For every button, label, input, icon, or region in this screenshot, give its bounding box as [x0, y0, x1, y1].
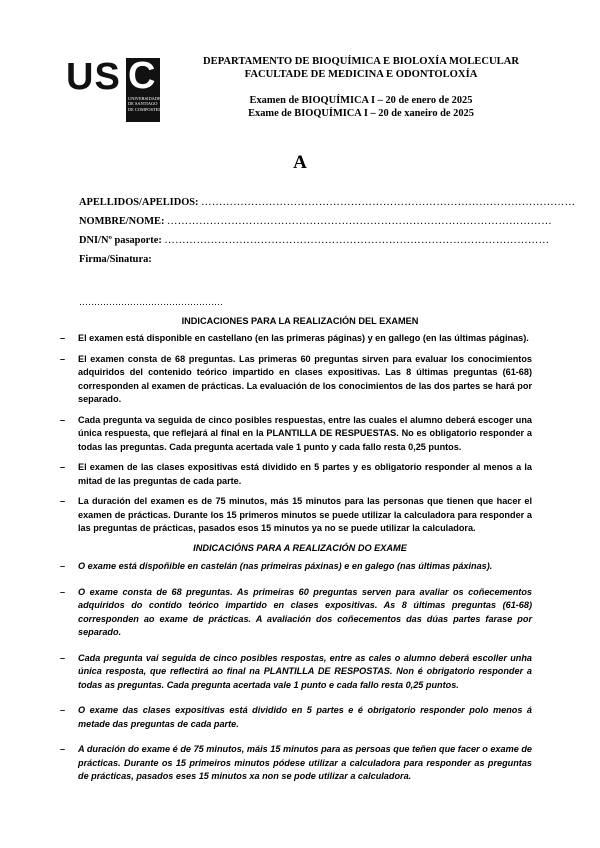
name-field	[79, 215, 552, 228]
instructions-list-gl	[60, 560, 532, 796]
list-item: – El examen está disponible en castellano (en las primeras páginas) y en gallego (en las últimas páginas).	[60, 333, 529, 343]
department-header	[172, 55, 550, 81]
id-field	[79, 234, 549, 247]
signature-field	[79, 253, 152, 266]
logo-letters: US	[66, 56, 121, 98]
list-item: – O exame consta de 68 preguntas. As primeiras 60 preguntas serven para avaliar os coñecementos adquiridos do contido teórico impartido en clases expositivas. As 8 últimas preguntas (61-68) corresponden ao exame de prácticas. A avaliación dos coñecementos das dúas partes farase por separado.	[60, 586, 532, 637]
id-dots: ………………………………………………………………………………………………	[164, 235, 550, 246]
name-label: NOMBRE/NOME:	[79, 216, 165, 227]
exam-title-es: Examen de BIOQUÍMICA I – 20 de enero de 2025	[249, 95, 473, 106]
list-item: – O exame das clases expositivas está dividido en 5 partes e é obrigatorio responder polo menos á metade das preguntas de cada parte.	[60, 705, 532, 729]
list-item: – La duración del examen es de 75 minutos, más 15 minutos para las personas que tienen que hacer el examen de prácticas. Durante los 15 primeros minutos se puede utilizar la calculadora para responder a las preguntas de prácticas, pasados esos 15 minutos ya no se puede utilizar la calculadora.	[60, 496, 532, 533]
list-item: – Cada pregunta va seguida de cinco posibles respuestas, entre las cuales el alumno deberá escoger una única respuesta, que reflejará al final en la PLANTILLA DE RESPUESTAS. No es obligatorio responder a todas las preguntas. Cada pregunta acertada vale 1 punto y cada fallo resta 0,25 puntos.	[60, 414, 532, 452]
surname-field	[79, 196, 575, 209]
list-item: – O exame está dispoñible en castelán (nas primeiras páxinas) e en galego (nas últimas páxinas).	[60, 561, 493, 571]
usc-logo	[66, 55, 165, 122]
signature-line: …………………………………………	[79, 297, 223, 307]
exam-title	[172, 94, 550, 120]
signature-label: Firma/Sinatura:	[79, 254, 152, 265]
instructions-title-gl: INDICACIÓNS PARA A REALIZACIÓN DO EXAME	[193, 543, 407, 553]
instructions-list-es	[60, 332, 532, 543]
list-item: – El examen consta de 68 preguntas. Las primeras 60 preguntas sirven para evaluar los conocimientos adquiridos del contenido teórico impartido en clases expositivas. Las 8 últimas preguntas (61-68) corresponden al examen de prácticas. La evaluación de los conocimientos de las dos partes se hará por separado.	[60, 353, 532, 404]
name-dots: ………………………………………………………………………………………………	[167, 216, 552, 227]
logo-subtitle: UNIVERSIDADE DE SANTIAGO DE COMPOSTELA	[128, 96, 165, 112]
instructions-title-es: INDICACIONES PARA LA REALIZACIÓN DEL EXAMEN	[181, 316, 419, 326]
list-item: – A duración do exame é de 75 minutos, máis 15 minutos para as persoas que teñen que facer o exame de prácticas. Durante os 15 primeiros minutos pódese utilizar a calculadora para responder as preguntas de prácticas, pasados eses 15 minutos xa non se pode utilizar a calculadora.	[60, 744, 532, 781]
logo-box: C	[126, 58, 160, 122]
department-name: DEPARTAMENTO DE BIOQUÍMICA E BIOLOXÍA MOLECULAR	[202, 56, 519, 67]
surname-dots: ……………………………………………………………………………………………	[201, 197, 576, 208]
list-item: – Cada pregunta vai seguida de cinco posibles respostas, entre as cales o alumno deberá escoller unha única resposta, que reflectirá ao final na PLANTILLA DE RESPOSTAS. Non é obrigatorio responder a todas as preguntas. Cada pregunta acertada vale 1 punto e cada fallo resta 0,25 puntos.	[60, 652, 532, 690]
exam-title-gl: Exame de BIOQUÍMICA I – 20 de xaneiro de 2025	[248, 108, 474, 119]
id-label: DNI/Nº pasaporte:	[79, 235, 162, 246]
surname-label: APELLIDOS/APELIDOS:	[79, 197, 199, 208]
list-item: – El examen de las clases expositivas está dividido en 5 partes y es obligatorio responder al menos a la mitad de las preguntas de cada parte.	[60, 462, 532, 486]
faculty-name: FACULTADE DE MEDICINA E ODONTOLOXÍA	[244, 69, 478, 80]
exam-variant: A	[293, 152, 307, 173]
